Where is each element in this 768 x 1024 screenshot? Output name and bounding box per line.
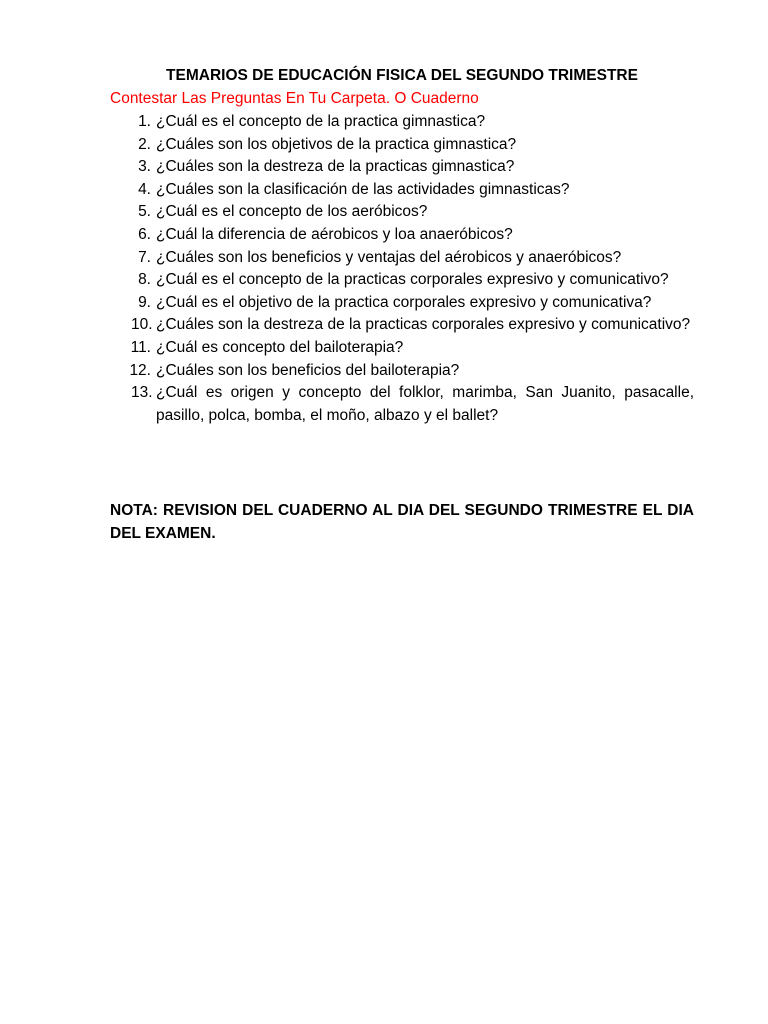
question-item bbox=[110, 314, 694, 337]
question-number: 13. bbox=[131, 384, 153, 402]
question-item bbox=[110, 292, 694, 315]
question-number: 8. bbox=[138, 271, 151, 289]
question-number: 11. bbox=[130, 338, 151, 356]
question-item bbox=[110, 382, 694, 427]
question-text: ¿Cuáles son la clasificación de las actividades gimnasticas? bbox=[156, 180, 570, 198]
question-number: 10. bbox=[131, 316, 153, 334]
question-item bbox=[110, 269, 694, 292]
question-text: ¿Cuáles son los objetivos de la practica gimnastica? bbox=[156, 135, 517, 153]
question-item bbox=[110, 337, 694, 360]
question-number: 3. bbox=[138, 158, 151, 176]
question-text: ¿Cuál la diferencia de aérobicos y loa anaeróbicos? bbox=[156, 225, 513, 243]
question-number: 1. bbox=[138, 113, 151, 130]
question-number: 5. bbox=[138, 203, 151, 221]
question-item bbox=[110, 134, 694, 157]
question-list bbox=[110, 111, 694, 427]
question-number: 6. bbox=[138, 225, 151, 243]
question-text: ¿Cuál es el concepto de la practica gimnastica? bbox=[156, 113, 486, 130]
question-item bbox=[110, 247, 694, 270]
question-item bbox=[110, 224, 694, 247]
question-text: ¿Cuáles son los beneficios del bailoterapia? bbox=[156, 361, 460, 379]
question-text: ¿Cuál es el concepto de la practicas corporales expresivo y comunicativo? bbox=[156, 271, 669, 289]
question-item bbox=[110, 156, 694, 179]
exam-note: NOTA: REVISION DEL CUADERNO AL DIA DEL SEGUNDO TRIMESTRE EL DIA DEL EXAMEN. bbox=[110, 502, 694, 542]
question-number: 4. bbox=[138, 180, 151, 198]
question-text: ¿Cuál es concepto del bailoterapia? bbox=[156, 338, 404, 356]
question-text: ¿Cuál es origen y concepto del folklor, marimba, San Juanito, pasacalle, pasillo, polca, bomba, el moño, albazo y el ballet? bbox=[156, 384, 694, 424]
question-number: 2. bbox=[138, 135, 151, 153]
instructions-subtitle: Contestar Las Preguntas En Tu Carpeta. O Cuaderno bbox=[110, 90, 479, 107]
question-number: 12. bbox=[129, 361, 151, 379]
question-item bbox=[110, 201, 694, 224]
document-title: TEMARIOS DE EDUCACIÓN FISICA DEL SEGUNDO TRIMESTRE bbox=[166, 67, 638, 84]
question-number: 9. bbox=[138, 293, 151, 311]
question-text: ¿Cuál es el objetivo de la practica corporales expresivo y comunicativa? bbox=[156, 293, 652, 311]
question-text: ¿Cuáles son la destreza de la practicas gimnastica? bbox=[156, 158, 515, 176]
question-text: ¿Cuáles son los beneficios y ventajas del aérobicos y anaeróbicos? bbox=[156, 248, 622, 266]
question-text: ¿Cuáles son la destreza de la practicas corporales expresivo y comunicativo? bbox=[156, 316, 691, 334]
question-item bbox=[110, 111, 694, 134]
question-text: ¿Cuál es el concepto de los aeróbicos? bbox=[156, 203, 428, 221]
question-item bbox=[110, 179, 694, 202]
question-number: 7. bbox=[138, 248, 151, 266]
question-item bbox=[110, 360, 694, 383]
